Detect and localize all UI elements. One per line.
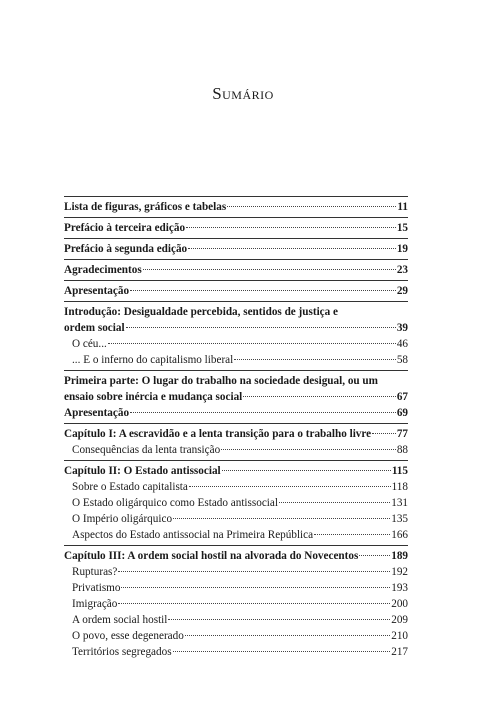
- toc-subentry[interactable]: [64, 596, 408, 612]
- toc-page-number: 29: [396, 285, 408, 297]
- dot-leader: [189, 486, 391, 487]
- toc-entry-title: Prefácio à terceira edição: [64, 222, 186, 234]
- toc-page-number: 135: [391, 513, 408, 525]
- toc-entry-title: O céu...: [72, 338, 107, 350]
- toc-entry-title: O povo, esse degenerado: [72, 630, 184, 642]
- toc-page-number: 46: [396, 338, 408, 350]
- toc-entry-title: O Estado oligárquico como Estado antissocial: [72, 497, 278, 509]
- toc-page-number: 118: [391, 481, 408, 493]
- toc-subentry[interactable]: [64, 564, 408, 580]
- toc-page-number: 189: [391, 550, 408, 562]
- toc-subentry[interactable]: [64, 352, 408, 368]
- dot-leader: [314, 534, 390, 535]
- toc-entry-title: Imigração: [72, 598, 118, 610]
- toc-entry[interactable]: [64, 320, 408, 336]
- toc-entry-title: Territórios segregados: [72, 646, 172, 658]
- toc-entry-title: Apresentação: [64, 407, 130, 419]
- toc-subentry[interactable]: [64, 612, 408, 628]
- dot-leader: [118, 603, 390, 604]
- toc-entry-title-line: Primeira parte: O lugar do trabalho na sociedade desigual, ou um: [64, 375, 378, 387]
- toc-entry-title: Privatismo: [72, 582, 121, 594]
- dot-leader: [227, 206, 396, 207]
- toc-page-number: 69: [396, 407, 408, 419]
- dot-leader: [130, 412, 396, 413]
- dot-leader: [359, 555, 390, 556]
- toc-subentry[interactable]: [64, 580, 408, 596]
- toc-entry-title: Capítulo I: A escravidão e a lenta transição para o trabalho livre: [64, 428, 372, 440]
- dot-leader: [222, 470, 391, 471]
- toc-entry[interactable]: [64, 283, 408, 299]
- dot-leader: [188, 248, 396, 249]
- dot-leader: [221, 449, 396, 450]
- toc-entry-title: Apresentação: [64, 285, 130, 297]
- toc-entry[interactable]: [64, 241, 408, 257]
- toc-subentry[interactable]: [64, 442, 408, 458]
- toc-group: [64, 371, 408, 423]
- toc-group: [64, 281, 408, 301]
- dot-leader: [185, 635, 390, 636]
- toc-page-number: 58: [396, 354, 408, 366]
- toc-page-number: 193: [391, 582, 408, 594]
- toc-entry[interactable]: [64, 199, 408, 215]
- toc-entry-title-line: Introdução: Desigualdade percebida, sentidos de justiça e: [64, 306, 339, 318]
- toc-entry-title: Prefácio à segunda edição: [64, 243, 188, 255]
- dot-leader: [118, 571, 390, 572]
- toc-entry-title: Rupturas?: [72, 566, 118, 578]
- toc-entry-title: Capítulo III: A ordem social hostil na alvorada do Novecentos: [64, 550, 359, 562]
- dot-leader: [186, 227, 396, 228]
- toc-subentry[interactable]: [64, 479, 408, 495]
- toc-page-number: 19: [396, 243, 408, 255]
- toc-page-number: 23: [396, 264, 408, 276]
- dot-leader: [130, 290, 396, 291]
- toc-entry[interactable]: [64, 463, 408, 479]
- toc-page-number: 15: [396, 222, 408, 234]
- toc-subentry[interactable]: [64, 628, 408, 644]
- dot-leader: [173, 651, 391, 652]
- toc-entry-title: Capítulo II: O Estado antissocial: [64, 465, 221, 477]
- toc-page-number: 88: [396, 444, 408, 456]
- dot-leader: [372, 433, 396, 434]
- dot-leader: [126, 327, 396, 328]
- toc-entry-title: ... E o inferno do capitalismo liberal: [72, 354, 234, 366]
- dot-leader: [173, 518, 390, 519]
- toc-group: [64, 197, 408, 217]
- toc-entry-title: Consequências da lenta transição: [72, 444, 221, 456]
- toc-group: [64, 302, 408, 370]
- toc-page-number: 209: [391, 614, 408, 626]
- toc-page-number: 210: [391, 630, 408, 642]
- toc-subentry[interactable]: [64, 527, 408, 543]
- dot-leader: [234, 359, 396, 360]
- toc-group: [64, 239, 408, 259]
- toc-page-number: 217: [391, 646, 408, 658]
- toc-entry[interactable]: [64, 389, 408, 405]
- toc-page-number: 192: [391, 566, 408, 578]
- toc-entry-title: Sobre o Estado capitalista: [72, 481, 188, 493]
- toc-page-number: 11: [397, 201, 408, 213]
- toc-entry-title: A ordem social hostil: [72, 614, 168, 626]
- dot-leader: [108, 343, 396, 344]
- toc-subentry[interactable]: [64, 511, 408, 527]
- toc-page-number: 67: [396, 391, 408, 403]
- toc-entry[interactable]: [64, 405, 408, 421]
- toc-entry-title: O Império oligárquico: [72, 513, 173, 525]
- toc-page-number: 131: [391, 497, 408, 509]
- toc-entry[interactable]: [64, 220, 408, 236]
- toc-page-number: 115: [391, 465, 408, 477]
- toc-entry-title: ordem social: [64, 322, 125, 334]
- toc-page-number: 200: [391, 598, 408, 610]
- toc-group: [64, 424, 408, 460]
- toc-group: [64, 260, 408, 280]
- toc-group: [64, 461, 408, 545]
- toc-subentry[interactable]: [64, 336, 408, 352]
- table-of-contents: [64, 196, 408, 662]
- toc-entry-title: Aspectos do Estado antissocial na Primeira República: [72, 529, 314, 541]
- toc-entry[interactable]: [64, 426, 408, 442]
- page-title: Sumário: [212, 84, 274, 103]
- toc-entry-title: Agradecimentos: [64, 264, 142, 276]
- toc-subentry[interactable]: [64, 495, 408, 511]
- toc-page-number: 77: [396, 428, 408, 440]
- toc-group: [64, 218, 408, 238]
- toc-entry[interactable]: [64, 548, 408, 564]
- toc-page-number: 166: [391, 529, 408, 541]
- dot-leader: [243, 396, 396, 397]
- dot-leader: [121, 587, 390, 588]
- toc-subentry[interactable]: [64, 644, 408, 660]
- toc-page-number: 39: [396, 322, 408, 334]
- toc-entry-title: ensaio sobre inércia e mudança social: [64, 391, 243, 403]
- dot-leader: [143, 269, 396, 270]
- toc-group: [64, 546, 408, 662]
- dot-leader: [279, 502, 390, 503]
- toc-entry[interactable]: [64, 262, 408, 278]
- toc-entry-title: Lista de figuras, gráficos e tabelas: [64, 201, 227, 213]
- dot-leader: [168, 619, 390, 620]
